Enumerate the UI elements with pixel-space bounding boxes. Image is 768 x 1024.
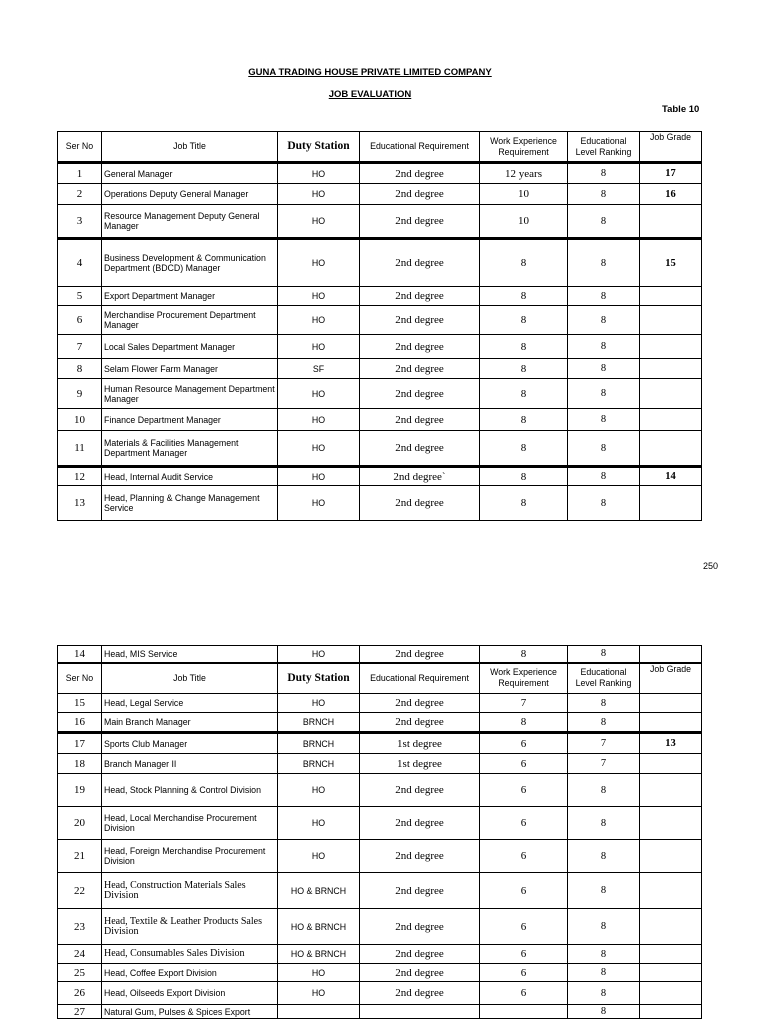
work-experience: 8 bbox=[480, 713, 568, 733]
work-experience: 6 bbox=[480, 754, 568, 774]
duty-station: HO bbox=[278, 774, 360, 807]
education-ranking: 8 bbox=[568, 431, 640, 467]
job-grade: 17 bbox=[640, 163, 702, 184]
educational-requirement: 2nd degree bbox=[360, 807, 480, 840]
table-row bbox=[58, 409, 702, 431]
job-grade bbox=[640, 379, 702, 409]
table-row bbox=[58, 733, 702, 754]
job-grade bbox=[640, 409, 702, 431]
job-grade bbox=[640, 205, 702, 239]
duty-station: HO bbox=[278, 184, 360, 205]
header-job-grade: Job Grade bbox=[640, 132, 702, 163]
duty-station: HO bbox=[278, 163, 360, 184]
work-experience: 7 bbox=[480, 694, 568, 713]
work-experience: 10 bbox=[480, 184, 568, 205]
header-duty-station: Duty Station bbox=[278, 132, 360, 163]
educational-requirement: 2nd degree bbox=[360, 909, 480, 945]
company-name: GUNA TRADING HOUSE PRIVATE LIMITED COMPANY bbox=[248, 67, 492, 78]
job-title: Head, Textile & Leather Products Sales Division bbox=[102, 909, 278, 945]
educational-requirement: 2nd degree bbox=[360, 945, 480, 964]
work-experience: 6 bbox=[480, 909, 568, 945]
duty-station: BRNCH bbox=[278, 733, 360, 754]
duty-station: HO & BRNCH bbox=[278, 909, 360, 945]
header-job-grade: Job Grade bbox=[640, 663, 702, 694]
job-grade: 13 bbox=[640, 733, 702, 754]
education-ranking: 8 bbox=[568, 486, 640, 521]
education-ranking: 8 bbox=[568, 1005, 640, 1019]
duty-station: BRNCH bbox=[278, 713, 360, 733]
page-number: 250 bbox=[703, 561, 719, 571]
educational-requirement: 2nd degree bbox=[360, 646, 480, 663]
educational-requirement: 2nd degree` bbox=[360, 467, 480, 486]
ser-no: 5 bbox=[58, 287, 102, 306]
job-grade bbox=[640, 807, 702, 840]
ser-no: 16 bbox=[58, 713, 102, 733]
table-row bbox=[58, 431, 702, 467]
duty-station bbox=[278, 1005, 360, 1019]
job-title: Head, Construction Materials Sales Division bbox=[102, 873, 278, 909]
header-educational-requirement: Educational Requirement bbox=[360, 132, 480, 163]
job-title: Local Sales Department Manager bbox=[102, 335, 278, 359]
ser-no: 27 bbox=[58, 1005, 102, 1019]
ser-no: 22 bbox=[58, 873, 102, 909]
job-title: Head, MIS Service bbox=[102, 646, 278, 663]
ser-no: 3 bbox=[58, 205, 102, 239]
table-row bbox=[58, 306, 702, 335]
table-row bbox=[58, 840, 702, 873]
job-grade bbox=[640, 713, 702, 733]
duty-station: HO bbox=[278, 306, 360, 335]
work-experience: 8 bbox=[480, 486, 568, 521]
education-ranking: 8 bbox=[568, 239, 640, 287]
table-row bbox=[58, 239, 702, 287]
education-ranking: 8 bbox=[568, 205, 640, 239]
educational-requirement: 2nd degree bbox=[360, 964, 480, 982]
duty-station: HO bbox=[278, 431, 360, 467]
job-evaluation-table-page-1 bbox=[57, 131, 702, 521]
job-title: Head, Planning & Change Management Service bbox=[102, 486, 278, 521]
education-ranking: 8 bbox=[568, 287, 640, 306]
duty-station: SF bbox=[278, 359, 360, 379]
work-experience: 8 bbox=[480, 467, 568, 486]
work-experience: 8 bbox=[480, 287, 568, 306]
education-ranking: 8 bbox=[568, 467, 640, 486]
duty-station: HO bbox=[278, 379, 360, 409]
job-grade bbox=[640, 873, 702, 909]
education-ranking: 8 bbox=[568, 306, 640, 335]
job-grade: 16 bbox=[640, 184, 702, 205]
header-ser-no: Ser No bbox=[58, 132, 102, 163]
job-grade bbox=[640, 306, 702, 335]
education-ranking: 8 bbox=[568, 713, 640, 733]
ser-no: 9 bbox=[58, 379, 102, 409]
ser-no: 8 bbox=[58, 359, 102, 379]
job-title: Selam Flower Farm Manager bbox=[102, 359, 278, 379]
ser-no: 13 bbox=[58, 486, 102, 521]
educational-requirement: 2nd degree bbox=[360, 335, 480, 359]
education-ranking: 7 bbox=[568, 733, 640, 754]
table-row bbox=[58, 379, 702, 409]
table-row bbox=[58, 467, 702, 486]
job-title: Head, Local Merchandise Procurement Division bbox=[102, 807, 278, 840]
educational-requirement: 2nd degree bbox=[360, 205, 480, 239]
table-row bbox=[58, 694, 702, 713]
job-title: Head, Legal Service bbox=[102, 694, 278, 713]
work-experience: 8 bbox=[480, 306, 568, 335]
duty-station: HO bbox=[278, 409, 360, 431]
job-title: Operations Deputy General Manager bbox=[102, 184, 278, 205]
table-row bbox=[58, 713, 702, 733]
ser-no: 26 bbox=[58, 982, 102, 1005]
education-ranking: 7 bbox=[568, 754, 640, 774]
job-grade bbox=[640, 774, 702, 807]
job-grade bbox=[640, 694, 702, 713]
ser-no: 6 bbox=[58, 306, 102, 335]
job-grade bbox=[640, 335, 702, 359]
job-grade bbox=[640, 945, 702, 964]
table-row bbox=[58, 909, 702, 945]
work-experience: 8 bbox=[480, 431, 568, 467]
work-experience: 6 bbox=[480, 840, 568, 873]
ser-no: 11 bbox=[58, 431, 102, 467]
job-title: Human Resource Management Department Manager bbox=[102, 379, 278, 409]
work-experience: 10 bbox=[480, 205, 568, 239]
work-experience bbox=[480, 1005, 568, 1019]
education-ranking: 8 bbox=[568, 840, 640, 873]
work-experience: 8 bbox=[480, 646, 568, 663]
table-label: Table 10 bbox=[662, 104, 700, 115]
job-grade: 14 bbox=[640, 467, 702, 486]
job-title: Natural Gum, Pulses & Spices Export bbox=[102, 1005, 278, 1019]
job-grade bbox=[640, 964, 702, 982]
ser-no: 24 bbox=[58, 945, 102, 964]
table-header-row bbox=[58, 663, 702, 694]
job-title: Head, Oilseeds Export Division bbox=[102, 982, 278, 1005]
work-experience: 8 bbox=[480, 409, 568, 431]
education-ranking: 8 bbox=[568, 873, 640, 909]
duty-station: HO bbox=[278, 964, 360, 982]
table-row bbox=[58, 646, 702, 663]
header-education-ranking: Educational Level Ranking bbox=[568, 132, 640, 163]
job-title: Sports Club Manager bbox=[102, 733, 278, 754]
table-row bbox=[58, 486, 702, 521]
educational-requirement: 1st degree bbox=[360, 754, 480, 774]
education-ranking: 8 bbox=[568, 409, 640, 431]
table-row bbox=[58, 184, 702, 205]
job-title: Head, Consumables Sales Division bbox=[102, 945, 278, 964]
job-grade bbox=[640, 646, 702, 663]
ser-no: 20 bbox=[58, 807, 102, 840]
duty-station: HO bbox=[278, 694, 360, 713]
header-ser-no: Ser No bbox=[58, 663, 102, 694]
job-grade bbox=[640, 982, 702, 1005]
table-row bbox=[58, 287, 702, 306]
duty-station: HO bbox=[278, 982, 360, 1005]
ser-no: 17 bbox=[58, 733, 102, 754]
duty-station: HO bbox=[278, 205, 360, 239]
educational-requirement: 2nd degree bbox=[360, 486, 480, 521]
job-grade bbox=[640, 486, 702, 521]
education-ranking: 8 bbox=[568, 774, 640, 807]
job-title: Materials & Facilities Management Department Manager bbox=[102, 431, 278, 467]
job-title: Head, Stock Planning & Control Division bbox=[102, 774, 278, 807]
job-grade bbox=[640, 359, 702, 379]
duty-station: HO bbox=[278, 239, 360, 287]
job-grade bbox=[640, 909, 702, 945]
ser-no: 10 bbox=[58, 409, 102, 431]
job-title: General Manager bbox=[102, 163, 278, 184]
duty-station: BRNCH bbox=[278, 754, 360, 774]
work-experience: 12 years bbox=[480, 163, 568, 184]
educational-requirement bbox=[360, 1005, 480, 1019]
table-row bbox=[58, 205, 702, 239]
job-title: Head, Internal Audit Service bbox=[102, 467, 278, 486]
ser-no: 18 bbox=[58, 754, 102, 774]
job-grade bbox=[640, 431, 702, 467]
table-row bbox=[58, 807, 702, 840]
job-grade bbox=[640, 1005, 702, 1019]
job-grade bbox=[640, 840, 702, 873]
table-row bbox=[58, 774, 702, 807]
job-title: Branch Manager II bbox=[102, 754, 278, 774]
header-duty-station: Duty Station bbox=[278, 663, 360, 694]
work-experience: 6 bbox=[480, 964, 568, 982]
work-experience: 6 bbox=[480, 774, 568, 807]
education-ranking: 8 bbox=[568, 359, 640, 379]
educational-requirement: 2nd degree bbox=[360, 379, 480, 409]
education-ranking: 8 bbox=[568, 807, 640, 840]
table-row bbox=[58, 964, 702, 982]
job-title: Resource Management Deputy General Manager bbox=[102, 205, 278, 239]
work-experience: 8 bbox=[480, 379, 568, 409]
education-ranking: 8 bbox=[568, 184, 640, 205]
educational-requirement: 2nd degree bbox=[360, 409, 480, 431]
work-experience: 6 bbox=[480, 807, 568, 840]
education-ranking: 8 bbox=[568, 964, 640, 982]
educational-requirement: 1st degree bbox=[360, 733, 480, 754]
header-work-experience: Work Experience Requirement bbox=[480, 132, 568, 163]
ser-no: 21 bbox=[58, 840, 102, 873]
table-header-row bbox=[58, 132, 702, 163]
ser-no: 1 bbox=[58, 163, 102, 184]
educational-requirement: 2nd degree bbox=[360, 873, 480, 909]
ser-no: 14 bbox=[58, 646, 102, 663]
job-grade: 15 bbox=[640, 239, 702, 287]
ser-no: 15 bbox=[58, 694, 102, 713]
header-job-title: Job Title bbox=[102, 132, 278, 163]
table-row bbox=[58, 982, 702, 1005]
ser-no: 4 bbox=[58, 239, 102, 287]
ser-no: 23 bbox=[58, 909, 102, 945]
table-row bbox=[58, 1005, 702, 1019]
educational-requirement: 2nd degree bbox=[360, 982, 480, 1005]
ser-no: 2 bbox=[58, 184, 102, 205]
ser-no: 19 bbox=[58, 774, 102, 807]
educational-requirement: 2nd degree bbox=[360, 163, 480, 184]
header-job-title: Job Title bbox=[102, 663, 278, 694]
job-evaluation-table-page-2 bbox=[57, 645, 702, 1019]
table-row bbox=[58, 163, 702, 184]
ser-no: 12 bbox=[58, 467, 102, 486]
work-experience: 8 bbox=[480, 239, 568, 287]
education-ranking: 8 bbox=[568, 909, 640, 945]
table-row bbox=[58, 359, 702, 379]
education-ranking: 8 bbox=[568, 982, 640, 1005]
table-row bbox=[58, 754, 702, 774]
job-title: Main Branch Manager bbox=[102, 713, 278, 733]
education-ranking: 8 bbox=[568, 379, 640, 409]
duty-station: HO & BRNCH bbox=[278, 945, 360, 964]
ser-no: 7 bbox=[58, 335, 102, 359]
job-title: Business Development & Communication Department (BDCD) Manager bbox=[102, 239, 278, 287]
job-title: Finance Department Manager bbox=[102, 409, 278, 431]
work-experience: 6 bbox=[480, 945, 568, 964]
work-experience: 8 bbox=[480, 335, 568, 359]
job-title: Head, Foreign Merchandise Procurement Division bbox=[102, 840, 278, 873]
duty-station: HO bbox=[278, 840, 360, 873]
duty-station: HO bbox=[278, 335, 360, 359]
education-ranking: 8 bbox=[568, 945, 640, 964]
education-ranking: 8 bbox=[568, 646, 640, 663]
education-ranking: 8 bbox=[568, 694, 640, 713]
header-education-ranking: Educational Level Ranking bbox=[568, 663, 640, 694]
header-work-experience: Work Experience Requirement bbox=[480, 663, 568, 694]
job-title: Export Department Manager bbox=[102, 287, 278, 306]
ser-no: 25 bbox=[58, 964, 102, 982]
duty-station: HO bbox=[278, 807, 360, 840]
educational-requirement: 2nd degree bbox=[360, 306, 480, 335]
job-title: Merchandise Procurement Department Manager bbox=[102, 306, 278, 335]
education-ranking: 8 bbox=[568, 335, 640, 359]
educational-requirement: 2nd degree bbox=[360, 694, 480, 713]
table-row bbox=[58, 335, 702, 359]
duty-station: HO & BRNCH bbox=[278, 873, 360, 909]
table-row bbox=[58, 873, 702, 909]
educational-requirement: 2nd degree bbox=[360, 774, 480, 807]
report-title: JOB EVALUATION bbox=[328, 89, 412, 100]
job-title: Head, Coffee Export Division bbox=[102, 964, 278, 982]
work-experience: 6 bbox=[480, 982, 568, 1005]
educational-requirement: 2nd degree bbox=[360, 184, 480, 205]
educational-requirement: 2nd degree bbox=[360, 840, 480, 873]
duty-station: HO bbox=[278, 646, 360, 663]
educational-requirement: 2nd degree bbox=[360, 239, 480, 287]
educational-requirement: 2nd degree bbox=[360, 713, 480, 733]
work-experience: 6 bbox=[480, 733, 568, 754]
educational-requirement: 2nd degree bbox=[360, 287, 480, 306]
educational-requirement: 2nd degree bbox=[360, 431, 480, 467]
duty-station: HO bbox=[278, 467, 360, 486]
job-grade bbox=[640, 754, 702, 774]
duty-station: HO bbox=[278, 486, 360, 521]
table-row bbox=[58, 945, 702, 964]
duty-station: HO bbox=[278, 287, 360, 306]
job-grade bbox=[640, 287, 702, 306]
header-educational-requirement: Educational Requirement bbox=[360, 663, 480, 694]
education-ranking: 8 bbox=[568, 163, 640, 184]
work-experience: 6 bbox=[480, 873, 568, 909]
work-experience: 8 bbox=[480, 359, 568, 379]
educational-requirement: 2nd degree bbox=[360, 359, 480, 379]
